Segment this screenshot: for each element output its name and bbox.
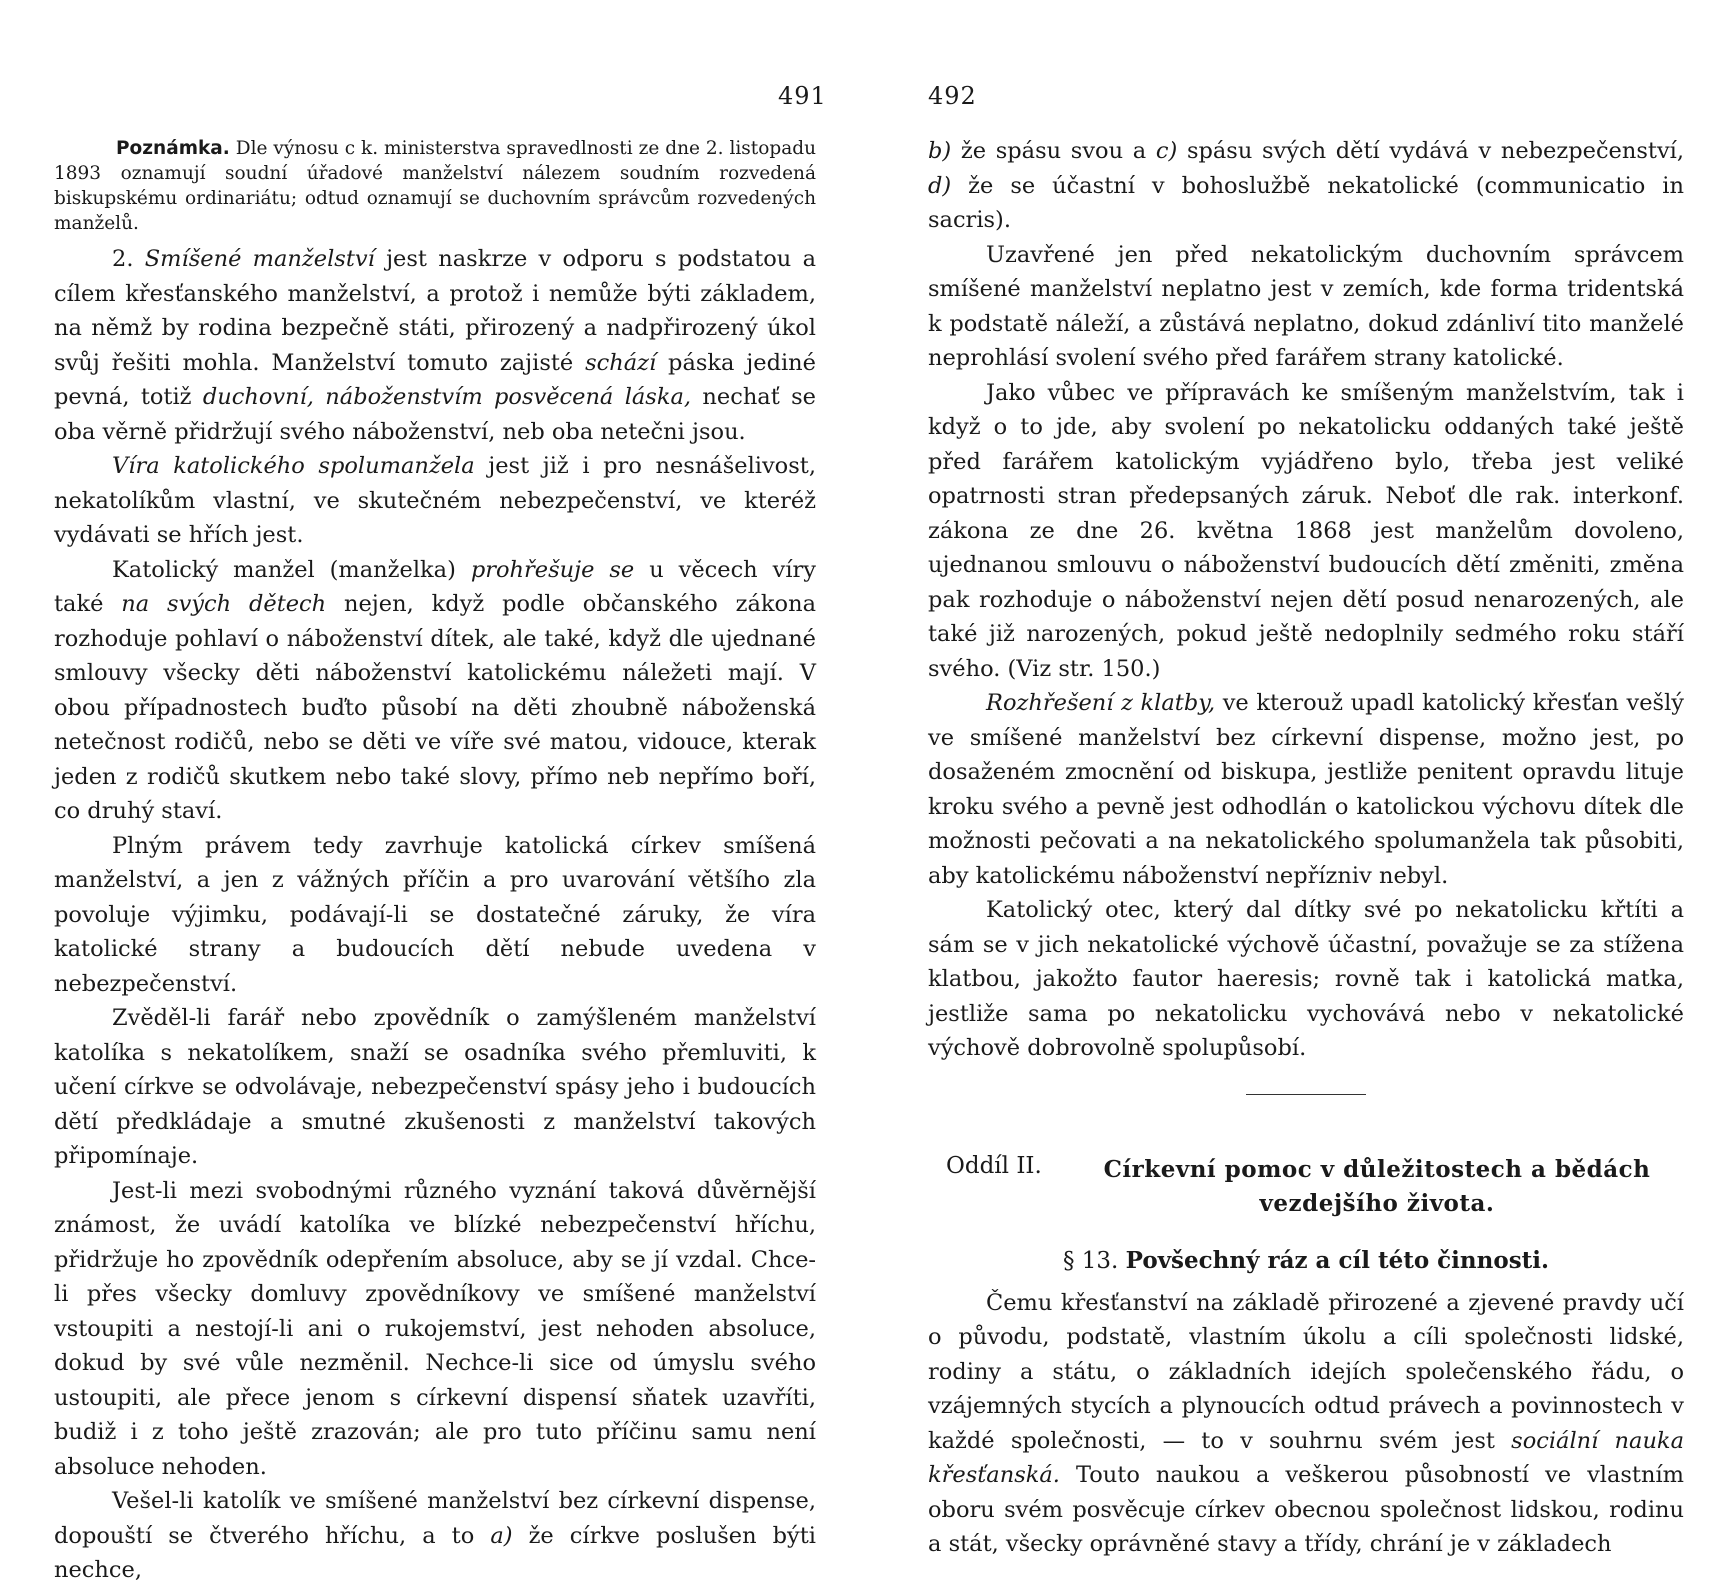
text-span: Vešel-li katolík ve smíšené manželství bez církevní dispense, dopouští se čtverého hříchu, a to xyxy=(54,1488,816,1549)
italic-span: c) xyxy=(1155,138,1178,164)
section-label: Oddíl II. xyxy=(946,1152,1042,1179)
text-span: páska jediné pevná, totiž xyxy=(54,349,816,410)
italic-span: sociální nauka křesťanská. xyxy=(928,1427,1684,1488)
paragraph xyxy=(54,449,816,553)
text-span: Čemu křesťanství na základě přirozené a zjevené pravdy učí o původu, podstatě, vlastním úkolu a cíli společnosti lidské, rodiny a státu, o základních idejích společenského řádu, o vzájemných stycích a plynoucích odtud právech a povinnostech v každé společnosti, — to v souhrnu svém jest xyxy=(928,1289,1684,1454)
section-divider xyxy=(1246,1094,1366,1095)
italic-span: Rozhřešení z klatby, xyxy=(986,690,1216,716)
section-title: Církevní pomoc v důležitostech a bědách vezdejšího života. xyxy=(1103,1155,1651,1217)
note-label: Poznámka. xyxy=(116,138,230,159)
italic-span: duchovní, náboženstvím posvěcená láska, xyxy=(202,384,692,410)
italic-span: Smíšené manželství xyxy=(144,246,375,272)
paragraph: Uzavřené jen před nekatolickým duchovním správcem smíšené manželství neplatno jest v zemích, kde forma tridentská k podstatě náleží, a zůstává neplatno, dokud zdánliví tito manželé neprohlásí svolení svého před farářem strany katolické. xyxy=(928,241,1684,371)
right-text-column xyxy=(928,134,1684,1562)
text-span: 2. xyxy=(112,246,145,272)
text-span: spásu svých dětí vydává v nebezpečenství, xyxy=(1177,138,1684,164)
text-span: nechať se oba věrně přidržují svého náboženství, neb oba netečni jsou. xyxy=(54,384,816,445)
italic-span: b) xyxy=(928,138,952,164)
paragraph xyxy=(54,553,816,829)
italic-span: na svých dětech xyxy=(121,591,327,617)
note-text: Dle výnosu c k. ministerstva spravedlnosti ze dne 2. listopadu 1893 oznamují soudní úřadové manželství nálezem soudním rozvedená biskupskému ordinariátu; odtud oznamují se duchovním správcům rozvedených manželů. xyxy=(54,138,816,234)
paragraph: Jest-li mezi svobodnými různého vyznání taková důvěrnější známost, že uvádí katolíka ve blízké nebezpečenství hříchu, přidržuje ho zpovědník odepřením absoluce, aby se jí vzdal. Chce-li přes všecky domluvy zpovědníkovy ve smíšené manželství vstoupiti a nestojí-li ani o rukojemství, jest nehoden absoluce, dokud by své vůle nezměnil. Nechce-li sice od úmyslu svého ustoupiti, ale přece jenom s církevní dispensí sňatek uzavříti, budiž i z toho ještě zrazován; ale pro tuto příčinu samu není absoluce nehoden. xyxy=(54,1177,816,1480)
page-number: 492 xyxy=(928,82,977,110)
text-span: Katolický manžel (manželka) xyxy=(112,556,471,583)
left-text-column xyxy=(54,136,816,1588)
text-span: jest již i pro nesnášelivost, nekatolíkům vlastní, ve skutečném nebezpečenství, ve kteréž vydávati se hřích jest. xyxy=(54,453,816,548)
right-page xyxy=(866,0,1732,1557)
text-span: že se účastní v bohoslužbě nekatolické (communicatio in sacris). xyxy=(928,172,1684,233)
italic-span: prohřešuje se xyxy=(470,556,635,583)
paragraph xyxy=(928,686,1684,893)
paragraph xyxy=(928,1286,1684,1562)
paragraph xyxy=(54,242,816,449)
italic-span: schází xyxy=(585,349,657,376)
text-span: nejen, když podle občanského zákona rozhoduje pohlaví o náboženství dítek, ale také, když dle ujednané smlouvy všecky děti náboženství katolickému náležeti mají. V obou případnostech buďto působí na děti zhoubně náboženská netečnost rodičů, nebo se děti ve víře své matou, vidouce, kterak jeden z rodičů skutkem nebo také slovy, přímo neb nepřímo boří, co druhý staví. xyxy=(54,591,816,824)
paragraph xyxy=(928,134,1684,238)
paragraph: Zvěděl-li farář nebo zpovědník o zamýšleném manželství katolíka s nekatolíkem, snaží se osadníka svého přemluviti, k učení církve se odvolávaje, nebezpečenství spásy jeho i budoucích dětí předkládaje a smutné zkušenosti z manželství takových připomínaje. xyxy=(54,1005,816,1169)
paragraph-number: § 13. xyxy=(1062,1247,1119,1274)
italic-span: d) xyxy=(928,172,952,199)
paragraph: Jako vůbec ve přípravách ke smíšeným manželstvím, tak i když o to jde, aby svolení po nekatolicku oddaných také ještě před farářem katolickým vyjádřeno bylo, třeba jest veliké opatrnosti stran předepsaných záruk. Neboť dle rak. interkonf. zákona ze dne 26. května 1868 jest manželům dovoleno, ujednanou smlouvu o náboženství budoucích dětí změniti, změna pak rozhoduje o náboženství nejen dětí posud nenarozených, ale také již narozených, pokud ještě nedoplnily sedmého roku stáří svého. (Viz str. 150.) xyxy=(928,379,1684,682)
text-span: ve kterouž upadl katolický křesťan vešlý ve smíšené manželství bez církevní dispense, možno jest, po dosaženém zmocnění od biskupa, jestliže penitent opravdu lituje kroku svého a pevně jest odhodlán o katolickou výchovu dítek dle možnosti pečovati a na nekatolického spolumanžela tak působiti, aby katolickému náboženství nepřízniv nebyl. xyxy=(928,690,1684,889)
text-span: že církve poslušen býti nechce, xyxy=(54,1522,816,1583)
italic-span: a) xyxy=(490,1522,513,1549)
paragraph: Katolický otec, který dal dítky své po nekatolicku křtíti a sám se v jich nekatolické výchově účastní, považuje se za stížena klatbou, jakožto fautor haeresis; rovně tak i katolická matka, jestliže sama po nekatolicku vychovává nebo v nekatolické výchově dobrovolně spolupůsobí. xyxy=(928,897,1684,1061)
text-span: Touto naukou a veškerou působností ve vlastním oboru svém posvěcuje církev obecnou společnost lidskou, rodinu a stát, všecky oprávněné stavy a třídy, chrání je v základech xyxy=(928,1462,1684,1557)
paragraph-heading xyxy=(928,1247,1684,1274)
paragraph: Plným právem tedy zavrhuje katolická církev smíšená manželství, a jen z vážných příčin a pro uvarování většího zla povoluje výjimku, podávají-li se dostatečné záruky, že víra katolické strany a budoucích dětí nebude uvedena v nebezpečenství. xyxy=(54,832,816,997)
italic-span: Víra katolického spolumanžela xyxy=(112,453,475,479)
left-page xyxy=(0,0,866,1583)
page-number: 491 xyxy=(778,82,827,110)
paragraph-title: Povšechný ráz a cíl této činnosti. xyxy=(1125,1246,1550,1274)
text-span: že spásu svou a xyxy=(951,138,1156,164)
footnote xyxy=(54,136,816,236)
text-span: u věcech víry také xyxy=(54,556,816,617)
text-span: jest naskrze v odporu s podstatou a cílem křesťanského manželství, a protož i nemůže býti základem, na němž by rodina bezpečně státi, přirozený a nadpřirozený úkol svůj řešiti mohla. Manželství tomuto zajisté xyxy=(54,246,816,376)
section-heading xyxy=(928,1153,1684,1225)
